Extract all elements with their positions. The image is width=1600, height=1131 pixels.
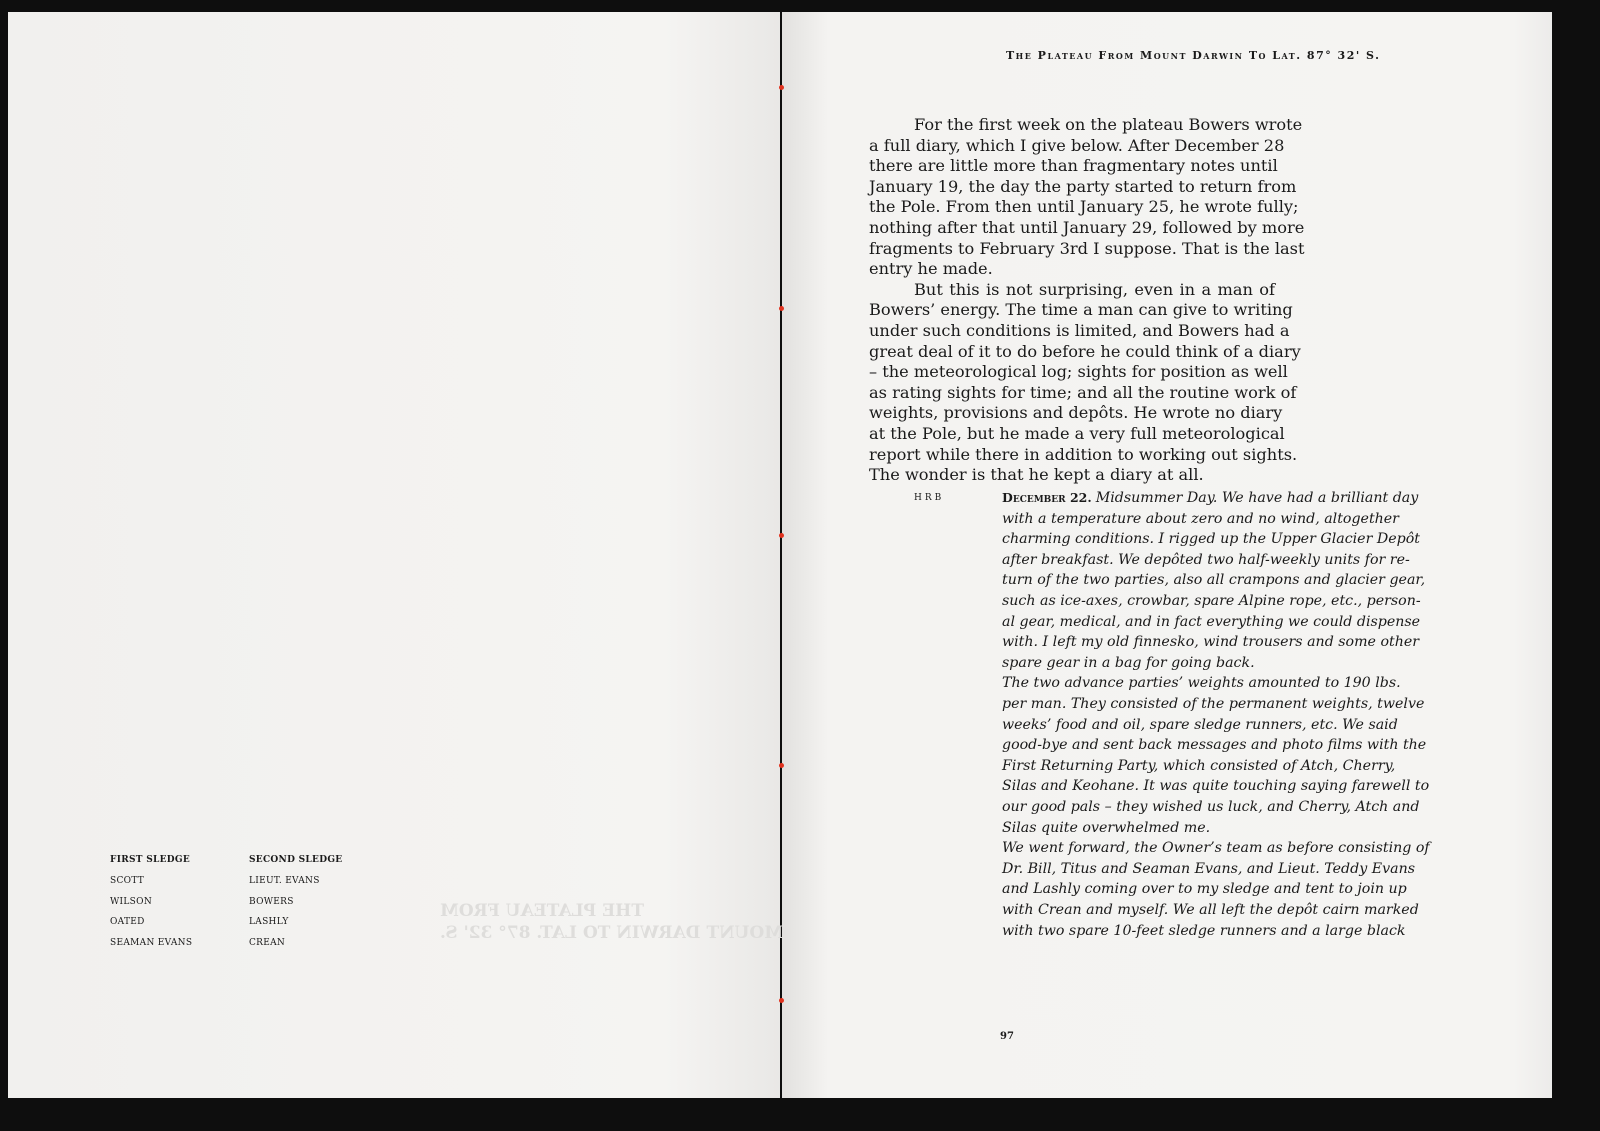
diary-line: turn of the two parties, also all crampons and glacier gear, — [1002, 572, 1426, 589]
body-line: weights, provisions and depôts. He wrote no diary — [869, 403, 1283, 423]
sledge-member: SCOTT — [110, 876, 145, 886]
diary-line: good-bye and sent back messages and photo films with the — [1002, 737, 1427, 754]
sledge-member: LASHLY — [249, 917, 289, 927]
body-line: entry he made. — [869, 259, 993, 279]
body-line: the Pole. From then until January 25, he wrote fully; — [869, 197, 1299, 217]
diary-line: with Crean and myself. We all left the depôt cairn marked — [1002, 902, 1419, 918]
page-number: 97 — [1000, 1031, 1014, 1042]
diary-line: after breakfast. We depôted two half-weekly units for re- — [1002, 551, 1410, 568]
sledge-member: BOWERS — [249, 897, 294, 907]
gutter-mark — [779, 85, 784, 90]
running-head: The Plateau From Mount Darwin To Lat. 87° 32' S. — [1006, 49, 1381, 62]
author-initials: HRB — [914, 493, 945, 503]
diary-line: Dr. Bill, Titus and Seaman Evans, and Lieut. Teddy Evans — [1002, 860, 1415, 877]
first-sledge-heading: FIRST SLEDGE — [110, 855, 191, 865]
body-line: there are little more than fragmentary notes until — [869, 156, 1278, 176]
diary-line: First Returning Party, which consisted of Atch, Cherry, — [1002, 757, 1396, 774]
gutter-mark — [779, 533, 784, 538]
diary-date: December 22. — [1002, 490, 1092, 505]
body-line: as rating sights for time; and all the routine work of — [869, 382, 1297, 402]
diary-line: with. I left my old finnesko, wind trousers and some other — [1002, 634, 1420, 651]
sledge-member: LIEUT. EVANS — [249, 876, 320, 886]
body-line: fragments to February 3rd I suppose. That is the last — [869, 238, 1305, 258]
diary-line: charming conditions. I rigged up the Upper Glacier Depôt — [1002, 531, 1420, 548]
diary-line: Silas quite overwhelmed me. — [1002, 819, 1211, 836]
body-line: But this is not surprising, even in a man of — [914, 279, 1275, 299]
sledge-member: WILSON — [110, 897, 153, 907]
sledge-member: OATED — [110, 917, 145, 927]
diary-line: and Lashly coming over to my sledge and tent to join up — [1002, 881, 1407, 898]
gutter-mark — [779, 763, 784, 768]
gutter-mark — [779, 998, 784, 1003]
body-line: January 19, the day the party started to return from — [869, 176, 1297, 196]
second-sledge-heading: SECOND SLEDGE — [249, 855, 343, 865]
diary-line: weeks’ food and oil, spare sledge runners, etc. We said — [1002, 716, 1398, 733]
diary-line: spare gear in a bag for going back. — [1002, 654, 1255, 671]
body-line: under such conditions is limited, and Bowers had a — [869, 321, 1290, 340]
diary-text: Midsummer Day. We have had a brilliant day — [1095, 490, 1419, 506]
diary-line: al gear, medical, and in fact everything we could dispense — [1002, 613, 1421, 630]
diary-line: with two spare 10-feet sledge runners and a large black — [1002, 922, 1406, 939]
sledge-member: SEAMAN EVANS — [110, 938, 193, 948]
body-line: report while there in addition to working out sights. — [869, 444, 1298, 464]
diary-line: The two advance parties’ weights amounted to 190 lbs. — [1002, 675, 1401, 692]
diary-line: with a temperature about zero and no wind, altogether — [1002, 510, 1399, 527]
diary-line: our good pals – they wished us luck, and Cherry, Atch and — [1002, 799, 1420, 815]
diary-line: We went forward, the Owner’s team as before consisting of — [1002, 840, 1430, 857]
show-through-title — [440, 900, 783, 944]
diary-line — [1002, 488, 1419, 509]
body-line: a full diary, which I give below. After December 28 — [869, 135, 1285, 155]
body-line: nothing after that until January 29, followed by more — [869, 218, 1305, 237]
gutter-mark — [779, 306, 784, 311]
body-line: For the first week on the plateau Bowers wrote — [914, 115, 1303, 134]
body-line: great deal of it to do before he could think of a diary — [869, 341, 1301, 361]
ghost-line: THE PLATEAU FROM — [440, 901, 644, 921]
body-line: Bowers’ energy. The time a man can give to writing — [869, 300, 1293, 320]
sledge-member: CREAN — [249, 938, 286, 948]
diary-line: such as ice-axes, crowbar, spare Alpine rope, etc., person- — [1002, 593, 1421, 609]
body-line: The wonder is that he kept a diary at all. — [869, 465, 1204, 485]
diary-line: per man. They consisted of the permanent weights, twelve — [1002, 696, 1425, 712]
body-line: – the meteorological log; sights for position as well — [869, 362, 1288, 382]
ghost-line: MOUNT DARWIN TO LAT. 87° 32' S. — [440, 923, 784, 943]
diary-line: Silas and Keohane. It was quite touching saying farewell to — [1002, 778, 1430, 795]
body-line: at the Pole, but he made a very full meteorological — [869, 424, 1285, 443]
